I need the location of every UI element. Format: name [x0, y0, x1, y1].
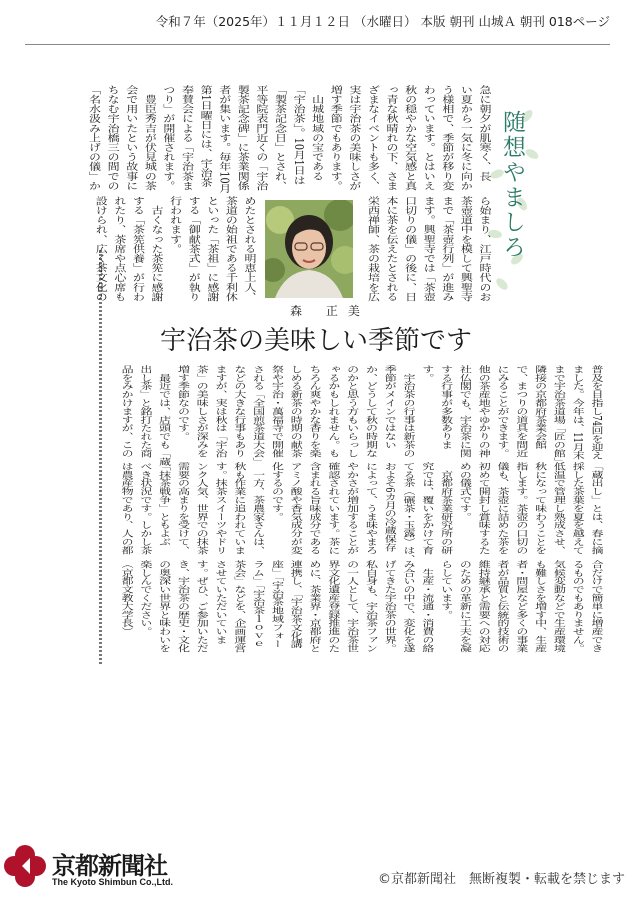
article-line: の一人として、宇治茶世: [345, 560, 360, 653]
article-line: 最近では、店頭でも「蔵: [157, 365, 172, 466]
article-top-tier-2-left: [92, 196, 259, 302]
article-line: 実は宇治茶の美味しさが: [347, 85, 362, 191]
kyoto-shimbun-logo-icon: [4, 845, 46, 887]
article-line: 生産・流通・消費の絡: [420, 560, 435, 653]
article-line: 茶」の美味しさが深みを: [195, 365, 210, 458]
article-line: めに、茶業界・京都府と: [308, 560, 323, 653]
article-line: 本に茶を伝えたとされる: [385, 196, 400, 302]
article-line: めの儀式です。: [458, 462, 473, 521]
clipping-cut-line: [99, 250, 102, 665]
article-line: 栄西禅師、茶の栽培を広: [366, 196, 381, 302]
article-line: も難しさを増す中、生産: [533, 560, 548, 653]
header-divider: [25, 44, 610, 45]
article-line: 設けられ、広く茶文化の: [94, 196, 109, 302]
article-line: るものでもありません。: [571, 560, 586, 653]
article-line: 一方、茶農家さんは、: [251, 462, 266, 555]
article-line: み合いの中で、変化を遂: [402, 560, 417, 653]
brand-name: 京都新聞社: [52, 852, 167, 880]
headline: 宇治茶の美味しい季節です: [160, 326, 473, 356]
article-line: まで「茶壺行列」が進み: [440, 196, 455, 302]
article-line: 儀も、茶壺に詰めた茶を: [496, 462, 511, 555]
article-line: といった「茶祖」に感謝: [205, 196, 220, 302]
article-line: 製茶記念碑」に茶業関係: [236, 85, 251, 191]
article-line: 秋も作業に追われていま: [232, 462, 247, 555]
article-line: い夏から一気に冬に向か: [459, 85, 474, 191]
article-line: す。ぜひ、ご参加いただ: [195, 560, 210, 653]
article-line: ちろん爽やかな香りを楽: [308, 365, 323, 458]
article-bottom-tier-1: [117, 365, 606, 466]
article-line: される「全国煎茶道大会」: [251, 365, 266, 466]
article-line: 品をみかけますが、この: [120, 365, 135, 458]
article-line: 京都府茶業研究所の研: [439, 462, 454, 555]
article-line: 気候変動などで生産環境: [552, 560, 567, 653]
article-line: 急に朝夕が肌寒く、長: [478, 85, 492, 181]
article-line: か、どうして秋の時期な: [364, 365, 379, 458]
article-line: やかさが増加することが: [345, 462, 360, 555]
article-line: 連携し、「宇治茶文化講: [289, 560, 304, 649]
article-line: 確認されています。茶に: [326, 462, 341, 555]
article-line: およそ6カ月の冷蔵保存: [383, 462, 398, 552]
article-line: 奉賛会による「宇治茶ま: [180, 85, 195, 191]
article-line: 「抹茶戦争」ともよぶ: [157, 462, 172, 546]
article-line: する「御献茶式」が執り: [187, 196, 202, 302]
article-line: のための革新に工夫を凝: [458, 560, 473, 653]
brand-name-en: The Kyoto Shimbun Co.,Ltd.: [52, 877, 173, 887]
article-line: 界文化遺産登録推進のた: [326, 560, 341, 653]
article-line: てる茶（碾茶・玉露）は、: [402, 462, 417, 563]
article-line: す。: [420, 365, 435, 382]
article-line: 普及を目指し74回を迎え: [590, 365, 604, 460]
article-line: にみることができます。: [496, 365, 511, 458]
article-line: 隣接の京都府茶業会館: [533, 365, 548, 449]
article-top-tier-1: [85, 85, 494, 193]
article-line: 「蔵出し」とは、春に摘: [590, 462, 604, 555]
article-line: 「名水汲み上げの儀」か: [87, 85, 102, 191]
article-line: まで宇治茶道場「匠の館」: [552, 365, 567, 466]
article-line: 「宇治茶」。10月1日は: [292, 85, 307, 185]
article-line: う様相で、季節が移り変: [440, 85, 455, 191]
article-line: げてきた宇治茶の世界。: [383, 560, 398, 653]
article-line: 合だけで簡単に増産でき: [590, 560, 604, 653]
article-line: によって、うま味やまろ: [364, 462, 379, 555]
article-line: 低温で管理し熟成させ、: [552, 462, 567, 555]
article-line: しめる新茶の時期の献茶: [289, 365, 304, 458]
article-line: 茶会」などを、企画運営: [232, 560, 247, 653]
article-line: ました。今年は、11月末: [571, 365, 586, 460]
article-line: ざまなイベントも多く、: [366, 85, 381, 191]
dateline: 令和７年（2025年）１１月１２日 （水曜日） 本版 朝刊 山城Ａ 朝刊 018ページ: [155, 14, 610, 29]
article-line: 秋になって味わうことを: [533, 462, 548, 555]
column-series-title: 随想やましろ: [499, 110, 525, 260]
author-name: 森 正美: [290, 304, 370, 318]
article-line: 増す季節なのです。: [176, 365, 191, 441]
article-line: れたり、茶席や点心席も: [112, 196, 127, 302]
article-line: めたとされる明恵上人、: [243, 196, 257, 302]
article-line: 者が品質と伝統的技術の: [496, 560, 511, 653]
article-line: ます。興聖寺では「茶壺: [422, 196, 437, 302]
article-line: （京都文教大学長）: [120, 560, 135, 636]
article-line: 含まれる旨味成分である: [308, 462, 323, 555]
article-line: 増す季節でもあります。: [329, 85, 344, 191]
article-line: 祭や宇治・萬福寺で開催: [270, 365, 285, 458]
article-line: 茶壺道中を模して興聖寺: [459, 196, 474, 302]
copyright-notice: ©京都新聞社 無断複製・転載を禁じます: [377, 872, 625, 887]
article-line: 平等院表門近くの「宇治: [254, 85, 269, 191]
article-line: させていただいていま: [214, 560, 229, 644]
article-line: する行事が多数ありま: [439, 365, 454, 449]
article-line: っ青な秋晴れの下、さま: [385, 85, 400, 191]
article-line: 需要の高まりを受けて、: [176, 462, 191, 555]
article-line: 第1日曜日には、宇治茶: [199, 85, 214, 188]
article-line: の奥深い世界と味わいを: [157, 560, 172, 653]
article-line: 山城地域の宝である: [310, 85, 325, 181]
author-photo: [265, 200, 353, 298]
article-line: ますが、実は秋は「宇治: [214, 365, 229, 458]
article-line: き、宇治茶の歴史・文化: [176, 560, 191, 653]
article-line: 古くなった茶筅に感謝: [150, 196, 165, 302]
article-line: 化するのです。: [270, 462, 285, 521]
article-line: ちなむ宇治橋三の間での: [106, 85, 121, 191]
article-line: 季節がメインではない: [383, 365, 398, 449]
article-line: ラム」「宇治茶ｌｏｖｅ: [251, 560, 266, 649]
article-line: 豊臣秀吉が伏見城の茶: [143, 85, 158, 191]
article-line: のかと思う方もいらっし: [345, 365, 360, 458]
article-line: 出し茶」と銘打たれた商: [138, 365, 153, 458]
article-line: 者・問屋など多くの事業: [514, 560, 529, 653]
article-bottom-tier-3: [117, 560, 606, 652]
article-line: 者が集います。毎年10月: [217, 85, 232, 194]
article-top-tier-2-right: [364, 196, 494, 302]
article-line: 座」「宇治茶地域フォー: [270, 560, 285, 649]
article-line: 茶道の始祖である千利休: [224, 196, 239, 302]
article-line: アミノ酸や香気成分が変: [289, 462, 304, 555]
article-line: 究では、覆いをかけて育: [420, 462, 435, 555]
article-line: わっています。とはいえ: [422, 85, 437, 191]
article-line: で、まつりの道具を間近: [514, 365, 529, 458]
article-line: 他の茶産地やゆかりの神: [477, 365, 492, 458]
article-line: 楽しんでください。: [138, 560, 153, 636]
article-line: などの大きな行事もあり: [232, 365, 247, 458]
article-line: 会で用いたという故事に: [124, 85, 139, 191]
article-line: 社仏閣でも、宇治茶に関: [458, 365, 473, 458]
article-line: 宇治茶の行事は新茶の: [402, 365, 417, 458]
article-line: は農産物であり、人の都: [120, 462, 135, 555]
article-line: 口切りの儀」の後に、日: [403, 196, 418, 302]
article-line: 初めて開封し賞味するた: [477, 462, 492, 555]
article-line: ゃるかもしれません。も: [326, 365, 341, 458]
article-line: 指します。茶壺の口切の: [514, 462, 529, 555]
article-line: らしています。: [439, 560, 454, 619]
article-line: べき状況です。しかし茶: [138, 462, 153, 555]
article-line: 「製茶記念日」とされ、: [273, 85, 288, 191]
article-line: ら始まり、江戸時代のお: [478, 196, 492, 302]
article-bottom-tier-2: [117, 462, 606, 563]
article-line: する「茶筅供養」が行わ: [131, 196, 146, 302]
article-line: 行われます。: [168, 196, 183, 254]
article-line: 私自身も、宇治茶ファン: [364, 560, 379, 653]
article-line: 維持継承と需要への対応: [477, 560, 492, 653]
article-line: ンク人気、世界での抹茶: [195, 462, 210, 555]
article-line: す。抹茶スイーツやドリ: [214, 462, 229, 555]
article-line: 秋の穏やかな空気感と真: [403, 85, 418, 191]
article-line: 採した茶葉を夏を越えて: [571, 462, 586, 555]
article-line: つり」が開催されます。: [161, 85, 176, 191]
